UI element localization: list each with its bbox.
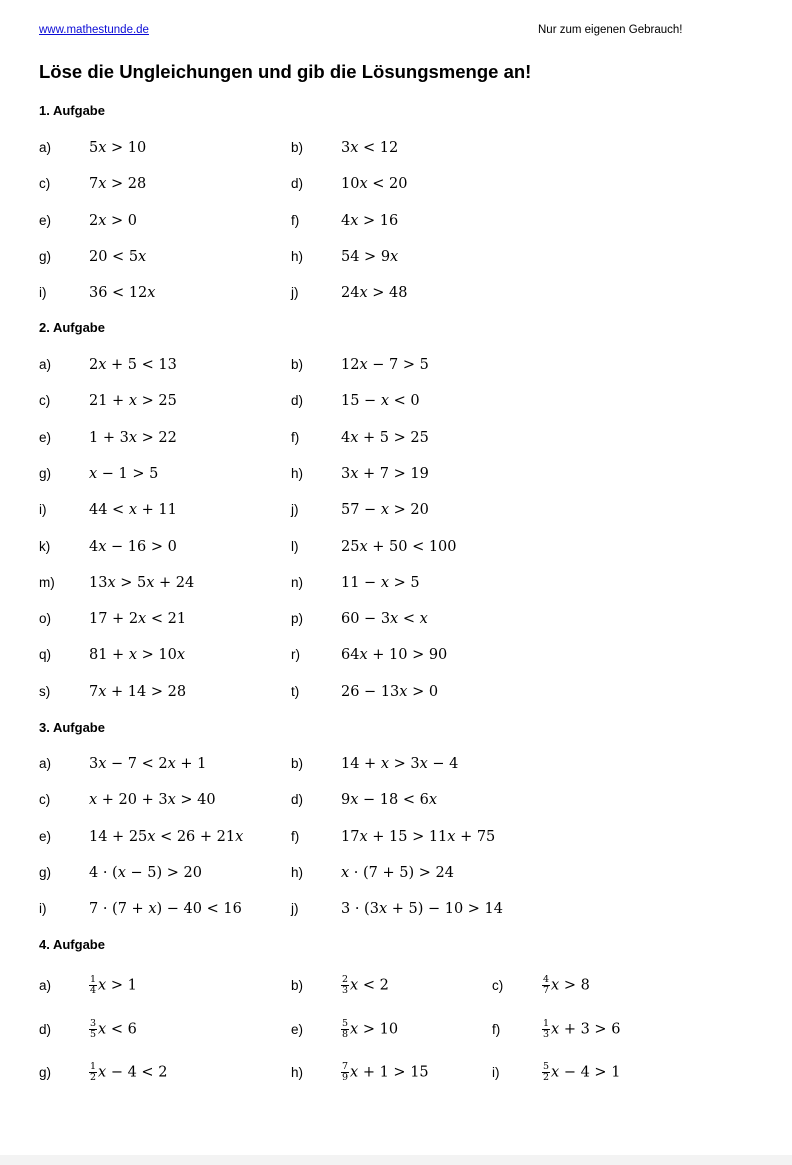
exercise-label: f) <box>291 213 300 228</box>
inequality: 4 · (x − 5) > 20 <box>89 865 202 881</box>
exercise-label: e) <box>39 430 52 445</box>
fraction-denominator: 5 <box>90 1029 97 1040</box>
inequality: 2x + 5 < 13 <box>89 357 177 373</box>
inequality: 3x + 7 > 19 <box>341 466 429 482</box>
fraction <box>341 1019 349 1040</box>
inequality: 14 + 25x < 26 + 21x <box>89 829 244 845</box>
exercise-label: i) <box>39 285 47 300</box>
exercise-label: d) <box>39 1022 52 1037</box>
exercise-label: e) <box>291 1022 304 1037</box>
inequality-rest: x + 3 > 6 <box>551 1021 621 1038</box>
inequality-rest: x > 10 <box>350 1021 399 1038</box>
inequality: 57 − x > 20 <box>341 502 429 518</box>
inequality: 25x + 50 < 100 <box>341 539 457 555</box>
usage-note: Nur zum eigenen Gebrauch! <box>538 24 683 36</box>
fraction-denominator: 3 <box>543 1029 550 1040</box>
inequality: 15 − x < 0 <box>341 393 420 409</box>
inequality: 4x > 16 <box>341 213 399 229</box>
inequality: 2x > 0 <box>89 213 138 229</box>
exercise-label: i) <box>39 901 47 916</box>
exercise-label: h) <box>291 865 304 880</box>
exercise-label: g) <box>39 466 52 481</box>
page-title: Löse die Ungleichungen und gib die Lösungsmenge an! <box>39 61 532 82</box>
fraction-numerator: 2 <box>342 974 349 985</box>
exercise-label: j) <box>291 901 299 916</box>
inequality-rest: x − 4 < 2 <box>98 1064 168 1081</box>
exercise-label: i) <box>39 502 47 517</box>
inequality: x + 20 + 3x > 40 <box>89 792 216 808</box>
inequality <box>89 975 137 996</box>
exercise-label: a) <box>39 978 52 993</box>
inequality: x · (7 + 5) > 24 <box>341 865 454 881</box>
inequality: 64x + 10 > 90 <box>341 647 448 663</box>
exercise-label: g) <box>39 1065 52 1080</box>
exercise-label: n) <box>291 575 304 590</box>
exercise-label: i) <box>492 1065 500 1080</box>
inequality: 4x − 16 > 0 <box>89 539 177 555</box>
exercise-label: g) <box>39 249 52 264</box>
fraction-denominator: 3 <box>342 985 349 996</box>
inequality: 36 < 12x <box>89 285 156 301</box>
fraction-numerator: 1 <box>90 1061 97 1072</box>
inequality: 3 · (3x + 5) − 10 > 14 <box>341 901 504 917</box>
exercise-label: f) <box>291 829 300 844</box>
fraction <box>89 1019 97 1040</box>
fraction-numerator: 5 <box>543 1061 550 1072</box>
inequality: 14 + x > 3x − 4 <box>341 756 459 772</box>
exercise-label: b) <box>291 140 304 155</box>
fraction <box>542 1062 550 1083</box>
inequality: 5x > 10 <box>89 140 147 156</box>
inequality: 12x − 7 > 5 <box>341 357 429 373</box>
exercise-label: h) <box>291 249 304 264</box>
inequality: x − 1 > 5 <box>89 466 159 482</box>
exercise-label: j) <box>291 502 299 517</box>
fraction-denominator: 2 <box>543 1072 550 1083</box>
inequality-rest: x < 6 <box>98 1021 137 1038</box>
exercise-label: r) <box>291 647 300 662</box>
exercise-label: l) <box>291 539 299 554</box>
fraction-numerator: 3 <box>90 1018 97 1029</box>
inequality: 7x > 28 <box>89 176 147 192</box>
inequality <box>89 1062 167 1083</box>
inequality: 9x − 18 < 6x <box>341 792 438 808</box>
inequality: 81 + x > 10x <box>89 647 186 663</box>
inequality: 3x < 12 <box>341 140 399 156</box>
exercise-label: k) <box>39 539 51 554</box>
fraction-numerator: 4 <box>543 974 550 985</box>
inequality <box>542 975 590 996</box>
exercise-label: s) <box>39 684 51 699</box>
exercise-label: f) <box>291 430 300 445</box>
inequality: 54 > 9x <box>341 249 399 265</box>
exercise-label: p) <box>291 611 304 626</box>
website-link[interactable]: www.mathestunde.de <box>39 24 149 36</box>
inequality <box>542 1019 620 1040</box>
exercise-label: m) <box>39 575 55 590</box>
fraction <box>89 975 97 996</box>
exercise-label: h) <box>291 466 304 481</box>
inequality <box>341 1019 398 1040</box>
exercise-label: e) <box>39 213 52 228</box>
inequality-rest: x + 1 > 15 <box>350 1064 429 1081</box>
inequality: 20 < 5x <box>89 249 147 265</box>
fraction-numerator: 7 <box>342 1061 349 1072</box>
fraction <box>89 1062 97 1083</box>
inequality: 17 + 2x < 21 <box>89 611 187 627</box>
inequality-rest: x > 8 <box>551 977 590 994</box>
page-bottom-edge <box>0 1155 792 1165</box>
exercise-label: b) <box>291 978 304 993</box>
inequality: 4x + 5 > 25 <box>341 430 429 446</box>
fraction-denominator: 9 <box>342 1072 349 1083</box>
inequality: 13x > 5x + 24 <box>89 575 195 591</box>
exercise-label: f) <box>492 1022 501 1037</box>
fraction-denominator: 2 <box>90 1072 97 1083</box>
inequality-rest: x > 1 <box>98 977 137 994</box>
exercise-label: g) <box>39 865 52 880</box>
fraction-denominator: 4 <box>90 985 97 996</box>
inequality <box>341 1062 429 1083</box>
fraction <box>542 1019 550 1040</box>
exercise-label: q) <box>39 647 52 662</box>
exercise-label: j) <box>291 285 299 300</box>
exercise-label: h) <box>291 1065 304 1080</box>
inequality: 26 − 13x > 0 <box>341 684 439 700</box>
exercise-label: b) <box>291 756 304 771</box>
exercise-label: d) <box>291 393 304 408</box>
exercise-label: d) <box>291 176 304 191</box>
exercise-label: c) <box>39 176 51 191</box>
inequality: 3x − 7 < 2x + 1 <box>89 756 207 772</box>
inequality: 60 − 3x < x <box>341 611 428 627</box>
exercise-label: c) <box>39 792 51 807</box>
inequality: 44 < x + 11 <box>89 502 177 518</box>
inequality: 7x + 14 > 28 <box>89 684 187 700</box>
exercise-label: t) <box>291 684 300 699</box>
inequality: 7 · (7 + x) − 40 < 16 <box>89 901 242 917</box>
fraction-numerator: 5 <box>342 1018 349 1029</box>
fraction-numerator: 1 <box>543 1018 550 1029</box>
section-heading: 1. Aufgabe <box>39 103 105 118</box>
exercise-label: a) <box>39 357 52 372</box>
fraction-denominator: 7 <box>543 985 550 996</box>
exercise-label: b) <box>291 357 304 372</box>
inequality: 17x + 15 > 11x + 75 <box>341 829 496 845</box>
fraction <box>542 975 550 996</box>
inequality <box>542 1062 620 1083</box>
inequality: 11 − x > 5 <box>341 575 420 591</box>
exercise-label: e) <box>39 829 52 844</box>
exercise-label: a) <box>39 140 52 155</box>
section-heading: 2. Aufgabe <box>39 320 105 335</box>
exercise-label: d) <box>291 792 304 807</box>
fraction-numerator: 1 <box>90 974 97 985</box>
inequality: 21 + x > 25 <box>89 393 177 409</box>
inequality: 1 + 3x > 22 <box>89 430 177 446</box>
fraction <box>341 1062 349 1083</box>
exercise-label: a) <box>39 756 52 771</box>
inequality-rest: x < 2 <box>350 977 389 994</box>
inequality-rest: x − 4 > 1 <box>551 1064 621 1081</box>
inequality <box>341 975 389 996</box>
fraction-denominator: 8 <box>342 1029 349 1040</box>
exercise-label: o) <box>39 611 52 626</box>
inequality: 10x < 20 <box>341 176 408 192</box>
exercise-label: c) <box>492 978 504 993</box>
section-heading: 3. Aufgabe <box>39 720 105 735</box>
fraction <box>341 975 349 996</box>
section-heading: 4. Aufgabe <box>39 937 105 952</box>
inequality <box>89 1019 137 1040</box>
inequality: 24x > 48 <box>341 285 408 301</box>
exercise-label: c) <box>39 393 51 408</box>
